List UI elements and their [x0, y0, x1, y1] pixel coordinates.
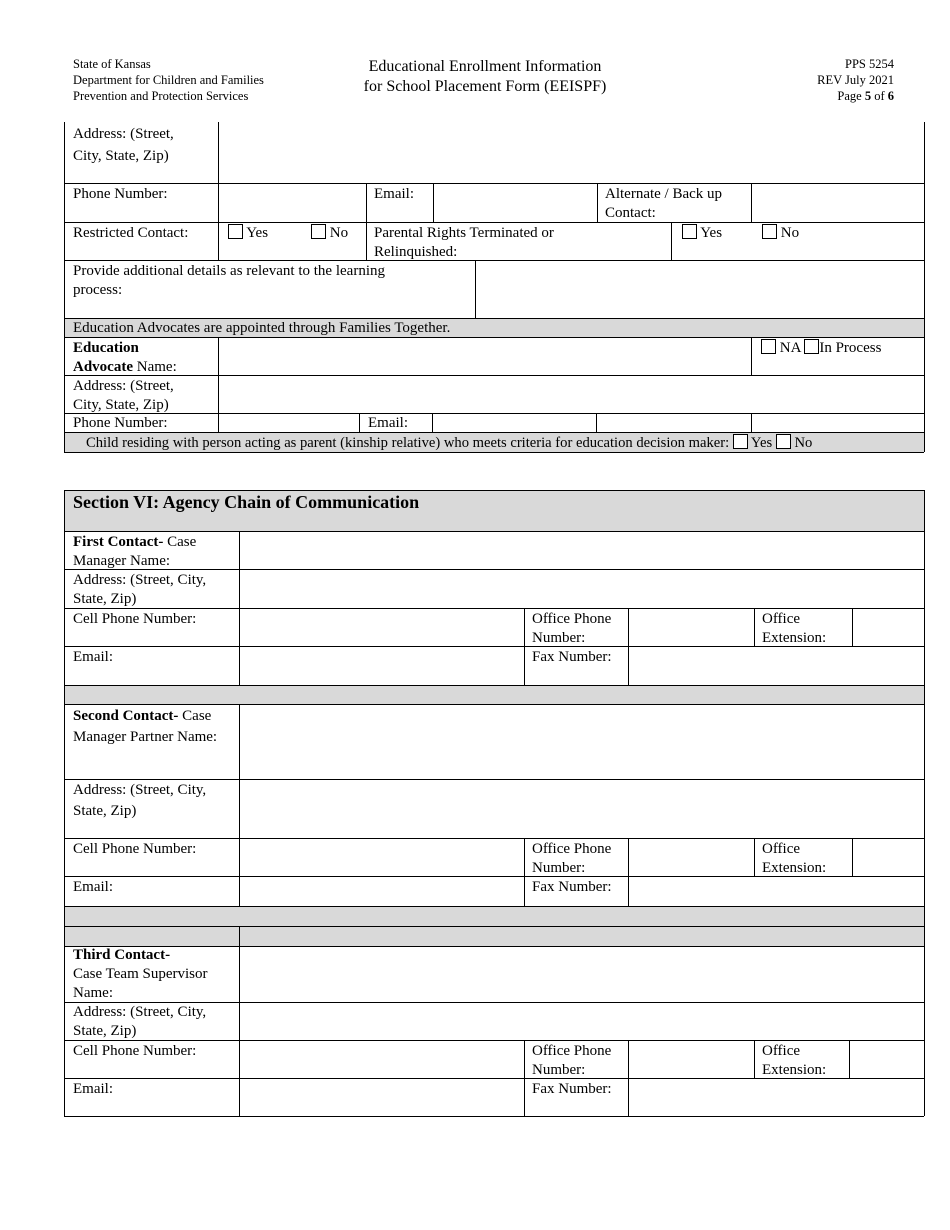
first-contact-name-input[interactable]: [240, 532, 924, 569]
third-contact-bold: Third Contact-: [73, 947, 171, 963]
third-office-ext-label-2: Extension:: [762, 1062, 827, 1078]
rights-terminated-label-2: Relinquished:: [374, 244, 458, 260]
first-email-label: Email:: [73, 649, 113, 665]
details-input[interactable]: [476, 261, 924, 318]
second-contact-address-input[interactable]: [240, 780, 924, 838]
col-line: [751, 413, 752, 432]
first-cell-input[interactable]: [240, 609, 524, 646]
row-line: [64, 222, 924, 223]
row-line: [64, 906, 924, 907]
col-line: [359, 413, 360, 432]
advocate-address-label-2: City, State, Zip): [73, 397, 169, 413]
advocate-address-label-1: Address: (Street,: [73, 378, 174, 394]
second-office-ext-input[interactable]: [853, 839, 924, 876]
first-office-phone-label-1: Office Phone: [532, 611, 612, 627]
restricted-yes-label: Yes: [246, 225, 269, 241]
advocate-na-label: NA: [779, 340, 801, 356]
page-total: 6: [887, 89, 894, 103]
table-border-right: [924, 122, 925, 452]
kinship-no-label: No: [794, 435, 813, 451]
parent-address-input[interactable]: [219, 123, 924, 183]
page-of: of: [871, 89, 888, 103]
page-prefix: Page: [837, 89, 865, 103]
kinship-row: [86, 434, 812, 453]
col-line: [597, 183, 598, 222]
agency-header: [73, 56, 264, 104]
first-address-label-2: State, Zip): [73, 591, 137, 607]
third-office-phone-label-2: Number:: [532, 1062, 586, 1078]
third-office-ext-label-1: Office: [762, 1043, 801, 1059]
restricted-no-checkbox[interactable]: [311, 224, 326, 239]
col-line: [754, 1040, 755, 1078]
col-line: [524, 838, 525, 906]
rights-yes-option[interactable]: [682, 224, 722, 243]
first-fax-input[interactable]: [629, 647, 924, 685]
advocate-status-options: [761, 339, 881, 358]
advocate-name-bold-2: Advocate: [73, 359, 133, 375]
second-contact-name-input[interactable]: [240, 705, 924, 779]
details-label-2: process:: [73, 282, 123, 298]
kinship-yes-label: Yes: [750, 435, 773, 451]
second-cell-label: Cell Phone Number:: [73, 841, 197, 857]
advocate-email-input[interactable]: [433, 414, 596, 432]
col-line: [366, 183, 367, 260]
page-current: 5: [864, 89, 872, 103]
advocate-name-bold-1: Education: [73, 340, 139, 356]
row-line: [64, 685, 924, 686]
third-email-label: Email:: [73, 1081, 113, 1097]
rights-no-label: No: [780, 225, 800, 241]
parent-address-label-1: Address: (Street,: [73, 126, 174, 142]
first-contact-rest: Case: [163, 534, 197, 550]
row-line: [64, 926, 924, 927]
third-office-phone-input[interactable]: [629, 1041, 754, 1078]
rights-terminated-label-1: Parental Rights Terminated or: [374, 225, 554, 241]
rights-yes-label: Yes: [700, 225, 723, 241]
advocate-name-label-2: [73, 358, 177, 377]
first-office-ext-label-2: Extension:: [762, 630, 827, 646]
second-address-label-1: Address: (Street, City,: [73, 782, 207, 798]
third-address-label-1: Address: (Street, City,: [73, 1004, 207, 1020]
second-contact-rest: Case: [178, 708, 212, 724]
first-office-phone-label-2: Number:: [532, 630, 586, 646]
third-fax-input[interactable]: [629, 1079, 924, 1116]
table-border-left: [64, 122, 65, 452]
third-fax-label: Fax Number:: [532, 1081, 612, 1097]
rights-no-checkbox[interactable]: [762, 224, 777, 239]
col-line: [754, 608, 755, 646]
third-office-phone-label-1: Office Phone: [532, 1043, 612, 1059]
advocate-name-rest: Name:: [133, 359, 177, 375]
second-office-ext-label-2: Extension:: [762, 860, 827, 876]
form-meta: [817, 56, 894, 104]
advocate-in-process-checkbox[interactable]: [804, 339, 819, 354]
third-office-ext-input[interactable]: [850, 1041, 924, 1078]
advocate-phone-label: Phone Number:: [73, 415, 168, 431]
separator-shade: [65, 685, 924, 704]
form-revision: REV July 2021: [817, 73, 894, 87]
second-office-phone-label-1: Office Phone: [532, 841, 612, 857]
third-cell-label: Cell Phone Number:: [73, 1043, 197, 1059]
page-indicator: [817, 88, 894, 104]
alternate-contact-label-2: Contact:: [605, 205, 656, 221]
second-office-phone-label-2: Number:: [532, 860, 586, 876]
alternate-contact-input[interactable]: [752, 184, 924, 222]
kinship-text: Child residing with person acting as parent (kinship relative) who meets criteria for education decision maker:: [86, 435, 730, 451]
first-contact-label-2: Manager Name:: [73, 553, 171, 569]
first-address-label-1: Address: (Street, City,: [73, 572, 207, 588]
first-office-ext-input[interactable]: [853, 609, 924, 646]
department-name: Department for Children and Families: [73, 73, 264, 87]
restricted-no-label: No: [329, 225, 349, 241]
parent-phone-label: Phone Number:: [73, 186, 168, 202]
second-address-label-2: State, Zip): [73, 803, 137, 819]
restricted-yes-option[interactable]: [228, 224, 268, 243]
second-fax-input[interactable]: [629, 877, 924, 906]
col-line: [596, 413, 597, 432]
row-line: [64, 432, 924, 433]
second-email-input[interactable]: [240, 877, 524, 906]
restricted-no-option[interactable]: [311, 224, 348, 243]
form-number: PPS 5254: [845, 57, 894, 71]
advocate-na-checkbox[interactable]: [761, 339, 776, 354]
col-line: [751, 337, 752, 375]
first-email-input[interactable]: [240, 647, 524, 685]
second-email-label: Email:: [73, 879, 113, 895]
advocate-name-label-1: [73, 339, 139, 358]
row-line: [64, 490, 924, 491]
first-fax-label: Fax Number:: [532, 649, 612, 665]
second-office-ext-label-1: Office: [762, 841, 801, 857]
first-office-ext-label-1: Office: [762, 611, 801, 627]
parent-phone-input[interactable]: [219, 184, 366, 222]
rights-no-option[interactable]: [762, 224, 799, 243]
kinship-no-checkbox[interactable]: [776, 434, 791, 449]
second-cell-input[interactable]: [240, 839, 524, 876]
form-title: [290, 57, 680, 97]
second-contact-label-2: Manager Partner Name:: [73, 729, 218, 745]
second-contact-bold: Second Contact-: [73, 708, 179, 724]
restricted-yes-checkbox[interactable]: [228, 224, 243, 239]
second-fax-label: Fax Number:: [532, 879, 612, 895]
col-line: [671, 222, 672, 260]
kinship-yes-checkbox[interactable]: [733, 434, 748, 449]
advocate-email-label: Email:: [368, 415, 408, 431]
third-address-label-2: State, Zip): [73, 1023, 137, 1039]
state-name: State of Kansas: [73, 57, 151, 71]
details-label-1: Provide additional details as relevant to the learning: [73, 263, 385, 279]
third-cell-input[interactable]: [240, 1041, 524, 1078]
restricted-contact-label: Restricted Contact:: [73, 225, 189, 241]
third-contact-label-2: Case Team Supervisor: [73, 966, 208, 982]
rights-yes-checkbox[interactable]: [682, 224, 697, 239]
first-contact-bold: First Contact-: [73, 534, 164, 550]
section-6-title: Section VI: Agency Chain of Communication: [73, 492, 420, 512]
table-border-right: [924, 490, 925, 1116]
first-contact-address-input[interactable]: [240, 570, 924, 608]
table-border-left: [64, 490, 65, 1116]
advocate-banner-text: Education Advocates are appointed through Families Together.: [73, 320, 451, 336]
second-contact-label-1: [73, 706, 211, 727]
advocate-name-input[interactable]: [219, 338, 751, 375]
third-contact-label-1: [73, 946, 170, 965]
third-email-input[interactable]: [240, 1079, 524, 1116]
row-line: [64, 1116, 924, 1117]
second-office-phone-input[interactable]: [629, 839, 754, 876]
col-line: [524, 608, 525, 685]
advocate-in-process-label: In Process: [819, 340, 882, 356]
first-office-phone-input[interactable]: [629, 609, 754, 646]
parent-email-label: Email:: [374, 186, 414, 202]
first-contact-label-1: [73, 533, 196, 552]
col-line: [524, 1040, 525, 1116]
third-contact-name-input[interactable]: [240, 947, 924, 1002]
form-title-line-1: Educational Enrollment Information: [368, 58, 602, 75]
advocate-phone-input[interactable]: [219, 414, 359, 432]
third-contact-address-input[interactable]: [240, 1003, 924, 1040]
division-name: Prevention and Protection Services: [73, 89, 249, 103]
parent-email-input[interactable]: [434, 184, 597, 222]
third-contact-label-3: Name:: [73, 985, 113, 1001]
col-line: [754, 838, 755, 876]
first-cell-label: Cell Phone Number:: [73, 611, 197, 627]
advocate-address-input[interactable]: [219, 376, 924, 413]
parent-address-label-2: City, State, Zip): [73, 148, 169, 164]
form-title-line-2: for School Placement Form (EEISPF): [363, 78, 607, 95]
alternate-contact-label-1: Alternate / Back up: [605, 186, 723, 202]
